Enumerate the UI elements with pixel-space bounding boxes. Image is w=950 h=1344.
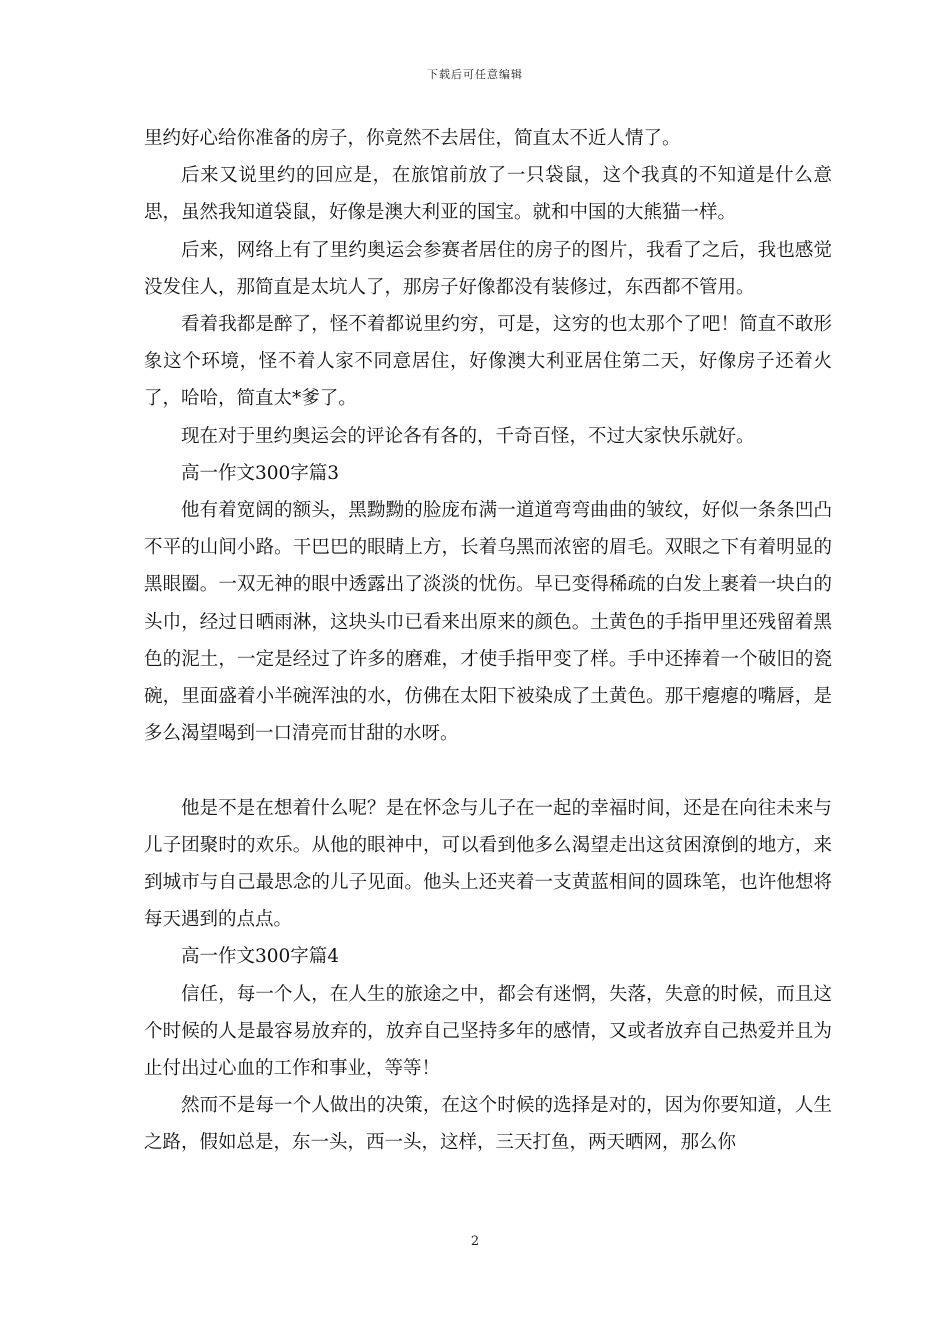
paragraph: 他是不是在想着什么呢？是在怀念与儿子在一起的幸福时间，还是在向往未来与儿子团聚时的欢乐。从他的眼神中，可以看到他多么渴望走出这贫困潦倒的地方，来到城市与自己最思念的儿子见面。他头上还夹着一支黄蓝相间的圆珠笔，也许他想将每天遇到的点点。 bbox=[144, 797, 832, 931]
paragraph: 看着我都是醉了，怪不着都说里约穷，可是，这穷的也太那个了吧！简直不敢形象这个环境，怪不着人家不同意居住，好像澳大利亚居住第二天，好像房子还着火了，哈哈，简直太*爹了。 bbox=[144, 314, 832, 410]
section-heading: 高一作文300字篇3 bbox=[181, 462, 340, 484]
paragraph: 后来，网络上有了里约奥运会参赛者居住的房子的图片，我看了之后，我也感觉没发住人，那简直是太坑人了，那房子好像都没有装修过，东西都不管用。 bbox=[144, 239, 832, 298]
section-heading: 高一作文300字篇4 bbox=[181, 946, 340, 968]
page-header: 下载后可任意编辑 bbox=[427, 68, 523, 81]
paragraph: 他有着宽阔的额头，黑黝黝的脸庞布满一道道弯弯曲曲的皱纹，好似一条条凹凸不平的山间小路。干巴巴的眼睛上方，长着乌黑而浓密的眉毛。双眼之下有着明显的黑眼圈。一双无神的眼中透露出了淡淡的忧伤。早已变得稀疏的白发上裹着一块白的头巾，经过日晒雨淋，这块头巾已看来出原来的颜色。土黄色的手指甲里还残留着黑色的泥土，一定是经过了许多的磨难，才使手指甲变了样。手中还捧着一个破旧的瓷碗，里面盛着小半碗浑浊的水，仿佛在太阳下被染成了土黄色。那干瘪瘪的嘴唇，是多么渴望喝到一口清亮而甘甜的水呀。 bbox=[144, 500, 832, 745]
paragraph: 信任，每一个人，在人生的旅途之中，都会有迷惘，失落，失意的时候，而且这个时候的人是最容易放弃的，放弃自己坚持多年的感情，又或者放弃自己热爱并且为止付出过心血的工作和事业，等等！ bbox=[144, 983, 832, 1080]
paragraph: 后来又说里约的回应是，在旅馆前放了一只袋鼠，这个我真的不知道是什么意思，虽然我知道袋鼠，好像是澳大利亚的国宝。就和中国的大熊猫一样。 bbox=[144, 165, 832, 224]
blank-line bbox=[144, 752, 832, 789]
paragraph: 里约好心给你准备的房子，你竟然不去居住，简直太不近人情了。 bbox=[144, 128, 681, 149]
paragraph: 然而不是每一个人做出的决策，在这个时候的选择是对的，因为你要知道，人生之路，假如总是，东一头，西一头，这样，三天打鱼，两天晒网，那么你 bbox=[144, 1095, 832, 1154]
page-number: 2 bbox=[470, 1234, 480, 1249]
document-body bbox=[144, 120, 832, 1162]
paragraph: 现在对于里约奥运会的评论各有各的，千奇百怪，不过大家快乐就好。 bbox=[181, 425, 755, 447]
